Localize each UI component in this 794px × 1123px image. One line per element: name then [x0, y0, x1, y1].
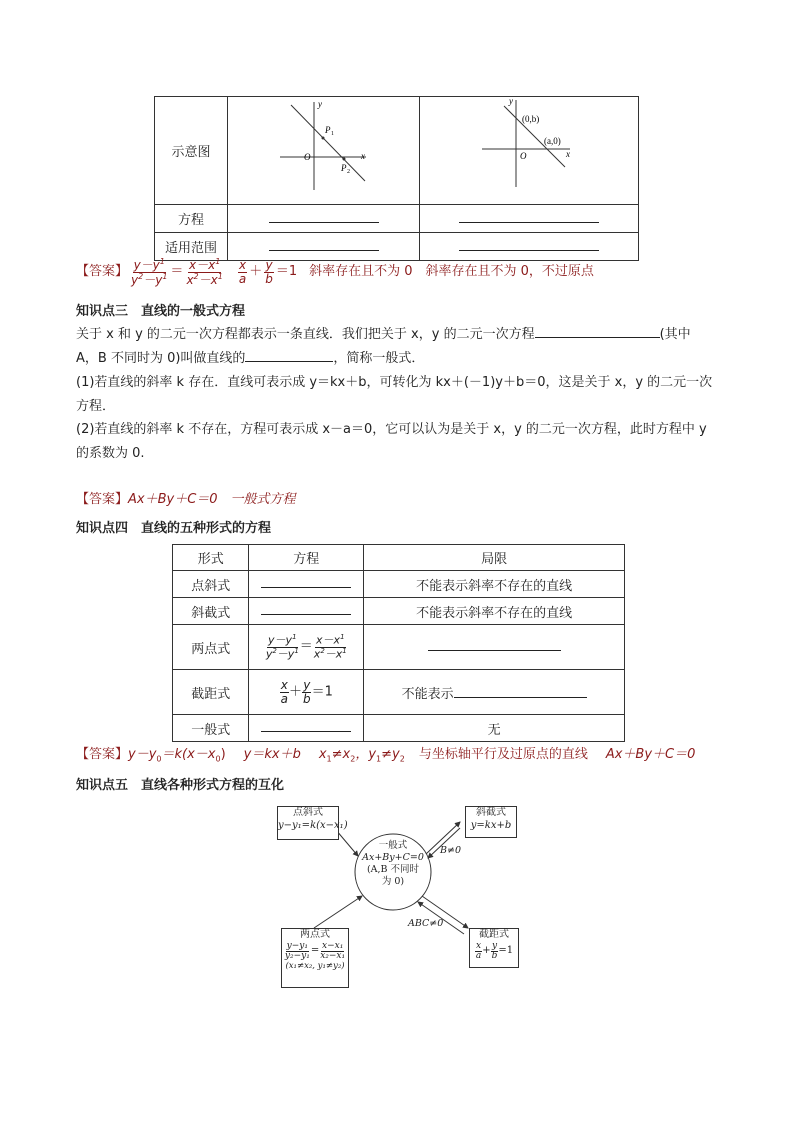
answer-plus: ＋ — [249, 263, 263, 279]
graph-two-point — [228, 97, 419, 200]
answer2-text: Ax＋By＋C＝0 一般式方程 — [128, 492, 296, 507]
diagram-point-line — [228, 97, 420, 205]
graph2-a-point: (a,0) — [544, 136, 561, 146]
graph1-p2-label: P — [341, 163, 347, 173]
eq-intercept: $\frac{x}{a}$ ＋ $\frac{y}{b}$ ＝1 — [249, 670, 364, 715]
label-b-not-zero: B≠0 — [440, 845, 461, 856]
box-slope-intercept: 斜截式 y=kx+b — [465, 806, 517, 838]
s3-p5: (2)若直线的斜率 k 不存在，方程可表示成 x－a＝0，它可以认为是关于 x，y 的二元一次方程，此时方程中 y — [76, 422, 707, 438]
box-two-point: 两点式 $\frac{\text{y−y₁}}{\text{y₂−y₁}}$ = $\frac{\text{x−x₁}}{\text{x₂−x₁}}$ (x₁≠x₂, y₁≠y₂) — [281, 928, 349, 988]
range-blank-2 — [420, 233, 639, 261]
equation-blank-2 — [420, 205, 639, 233]
limit-intercept: 不能表示 — [364, 670, 625, 715]
row-label-diagram: 示意图 — [155, 97, 228, 205]
label-abc-not-zero: ABC≠0 — [408, 918, 444, 929]
answer-frac-xa: $\frac{x}{a}$ — [238, 258, 247, 286]
section4-title: 知识点四 直线的五种形式的方程 — [76, 521, 272, 536]
graph1-x-label: x — [361, 151, 365, 161]
graph1-p2-sub: 2 — [347, 169, 350, 175]
s3-p2b: ，简称一般式． — [333, 350, 425, 366]
row-label-range: 适用范围 — [155, 233, 228, 261]
line-equation-table — [154, 96, 639, 261]
answer-3: 【答案】$y-y_0=k(x-x_0)$ y＝kx＋b $x_1\ne x_2$，$y_1\ne y_2$ 与坐标轴平行及过原点的直线 Ax＋By＋C＝0 — [76, 747, 696, 764]
box-general: 一般式 Ax+By+C=0 (A,B 不同时 为 0) — [362, 840, 424, 887]
section3-title: 知识点三 直线的一般式方程 — [76, 304, 246, 319]
graph2-b-point: (0,b) — [522, 114, 540, 124]
answer-eq1: ＝1 — [275, 263, 298, 279]
form-slope-intercept: 斜截式 — [173, 598, 249, 625]
limit-slope-intercept: 不能表示斜率不存在的直线 — [364, 598, 625, 625]
s3-p4: 方程． — [76, 398, 116, 414]
graph-intercept — [420, 97, 638, 200]
header-limit: 局限 — [364, 545, 625, 571]
graph2-x-label: x — [566, 149, 570, 159]
answer-frac-yb: $\frac{y}{b}$ — [265, 258, 273, 286]
limit-general: 无 — [364, 715, 625, 742]
form-point-slope: 点斜式 — [173, 571, 249, 598]
answer-text: 斜率存在且不为 0 斜率存在且不为 0，不过原点 — [309, 263, 594, 279]
header-equation: 方程 — [249, 545, 364, 571]
s3-p1b: (其中 — [659, 327, 691, 342]
answer-label: 【答案】 — [76, 263, 129, 279]
answer2-label: 【答案】 — [76, 492, 129, 507]
graph2-origin: O — [520, 151, 527, 161]
s3-p1a: 关于 x 和 y 的二元一次方程都表示一条直线．我们把关于 x，y 的二元一次方程 — [76, 327, 535, 342]
limit-two-point — [364, 625, 625, 670]
answer-2 — [76, 491, 296, 510]
diagram-intercept-line — [420, 97, 639, 205]
graph1-p1-label: P — [325, 125, 331, 135]
eq-blank-general — [249, 715, 364, 742]
eq-blank-slope-intercept — [249, 598, 364, 625]
eq-two-point: $\frac{y-y^1}{y^2-y^1}$ ＝ $\frac{x-x^1}{x^2-x^1}$ — [249, 625, 364, 670]
equation-blank-1 — [228, 205, 420, 233]
s3-p3: (1)若直线的斜率 k 存在．直线可表示成 y＝kx＋b，可转化为 kx＋(－1)y＋b＝0，这是关于 x，y 的二元一次 — [76, 374, 713, 390]
header-form: 形式 — [173, 545, 249, 571]
answer-frac-x: $\frac{x-x^1}{x^2-x^1}$ — [186, 257, 223, 287]
graph1-y-label: y — [318, 99, 322, 109]
form-intercept: 截距式 — [173, 670, 249, 715]
box-intercept: 截距式 $\frac{x}{a}$ + $\frac{y}{b}$ =1 — [469, 928, 519, 968]
five-forms-table — [172, 544, 625, 742]
eq-blank-point-slope — [249, 571, 364, 598]
form-general: 一般式 — [173, 715, 249, 742]
graph1-p1-sub: 1 — [331, 131, 334, 137]
answer-eq: ＝ — [170, 263, 184, 279]
limit-point-slope: 不能表示斜率不存在的直线 — [364, 571, 625, 598]
section3-body — [76, 326, 726, 464]
range-blank-1 — [228, 233, 420, 261]
graph2-y-label: y — [509, 97, 513, 106]
section5-title: 知识点五 直线各种形式方程的互化 — [76, 778, 285, 793]
s3-p6: 的系数为 0. — [76, 446, 145, 462]
graph1-origin: O — [304, 152, 311, 162]
form-two-point: 两点式 — [173, 625, 249, 670]
row-label-equation: 方程 — [155, 205, 228, 233]
s3-p2a: A，B 不同时为 0)叫做直线的 — [76, 350, 246, 366]
answer-frac-y: $\frac{y-y^1}{y^2-y^1}$ — [131, 257, 168, 287]
answer3-label: 【答案】 — [76, 747, 129, 762]
answer-1 — [76, 258, 594, 286]
box-point-slope: 点斜式 y−y₁=k(x−x₁) — [277, 806, 339, 840]
